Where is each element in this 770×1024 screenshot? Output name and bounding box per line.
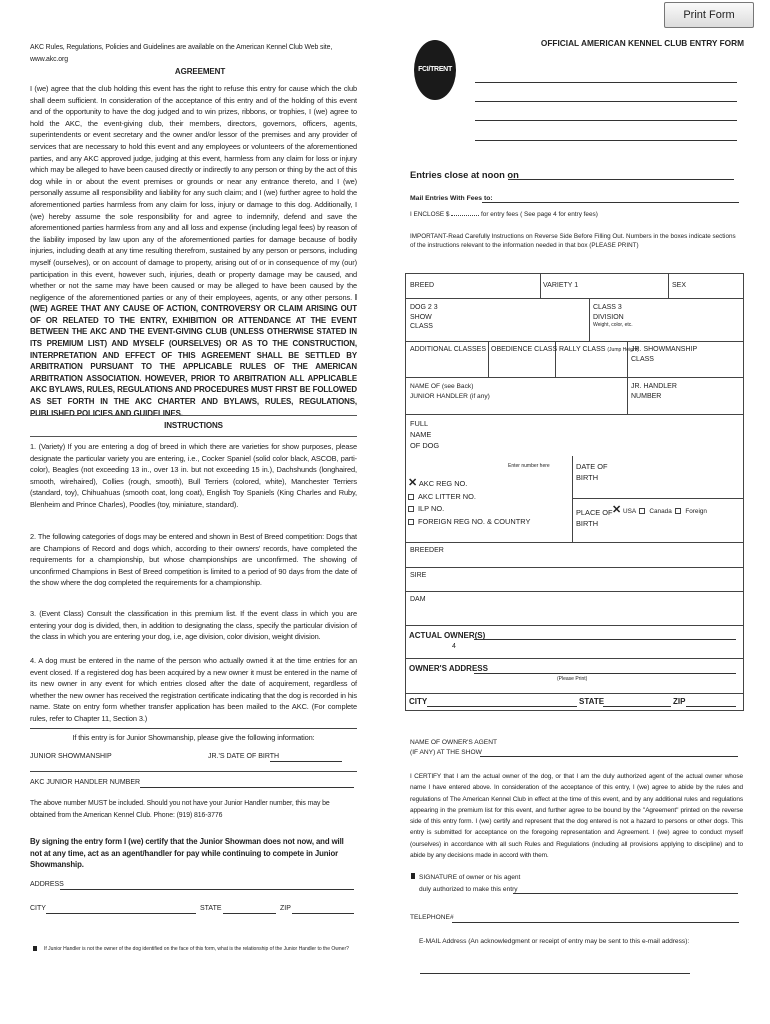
date-of-birth-label — [576, 461, 607, 483]
owner-state-label: STATE — [579, 697, 605, 706]
obedience-class-label: OBEDIENCE CLASS — [491, 346, 558, 353]
junior-showmanship-label: JUNIOR SHOWMANSHIP — [30, 753, 112, 760]
birthplace-options — [612, 506, 707, 517]
signature-label — [419, 872, 520, 896]
state-label: STATE — [200, 905, 222, 912]
akc-litter-option[interactable]: AKC LITTER NO. — [408, 491, 530, 504]
form-title: OFFICIAL AMERICAN KENNEL CLUB ENTRY FORM — [540, 38, 744, 48]
pob-line-2: BIRTH — [576, 519, 599, 528]
dob-line-1: DATE OF — [576, 462, 608, 471]
entries-close-field[interactable] — [508, 179, 734, 180]
event-line-4[interactable] — [475, 140, 737, 141]
email-label: E-MAIL Address (An acknowledgment or receipt of entry may be sent to this e-mail address): — [419, 938, 690, 945]
owner-state-field[interactable] — [603, 706, 671, 707]
agent-line-2: (IF ANY) AT THE SHOW — [410, 748, 482, 756]
pob-line-1: PLACE OF — [576, 508, 613, 517]
agreement-body: I (we) agree that the club holding this event has the right to refuse this entry for cause which the club shall deem sufficient. In consideration of the acceptance of this entry and of the holding of this event and of the opportunity to have the dog judged and to win prizes, ribbons, or trophies, I (we) agree to hold the AKC, the event-giving club, their members, directors, governors, officers, agents, superintendents or event secretary and the owner and/or lessor of the premises and any provider of services that are necessary to hold this event and any employees or volunteers of the aforementioned parties, and any AKC approved judge, judging at this event, harmless from any claim for loss or injury which may be alleged to have been caused directly or indirectly to any person or thing by the act of this dog while in or about the event premises or grounds or near any entrance thereto, and I (we) personally assume all responsibility and liability for any such claim; and I (we) further agree to hold the aforementioned parties harmless from any claim for loss, injury or damage to this dog. Additionally, I (we) hereby assume the sole responsibility for and agree to indemnify, defend and save the aforementioned parties harmless from any and all loss and expense (including legal fees) by reason of the liability imposed by law upon any of the aforementioned parties for damage because of bodily injuries, including death at any time resulting therefrom, sustained by any person or persons, including myself (ourselves), or on account of damage to property, arising out of or in consequence of my (our) participation in this event, however such, injuries, death or property damage may be caused, and whether or not the same may have been caused or may be alleged to have been caused by the negligence of the aforementioned parties or any of their employees, agents, or any other persons. — [30, 84, 357, 302]
event-line-1[interactable] — [475, 82, 737, 83]
checkbox-icon — [408, 494, 414, 500]
handler-number-field[interactable] — [140, 787, 354, 788]
telephone-field[interactable] — [452, 922, 739, 923]
class-division-line-1: CLASS 3 — [593, 304, 622, 311]
usa-option[interactable]: USA — [623, 508, 636, 515]
owner-city-label: CITY — [409, 697, 428, 706]
jr-dob-label: JR.'S DATE OF BIRTH — [208, 753, 280, 760]
foreign-reg-option[interactable]: FOREIGN REG NO. & COUNTRY — [408, 516, 530, 529]
owners-section-number: 4 — [452, 643, 456, 650]
instructions-bar — [30, 415, 357, 437]
actual-owners-label: ACTUAL OWNER(S) — [409, 631, 486, 640]
email-field[interactable] — [420, 973, 690, 974]
please-print-note: (Please Print) — [557, 676, 588, 682]
agreement-text — [30, 83, 357, 419]
club-logo: FCI/TRENT — [414, 40, 456, 100]
additional-classes-label: ADDITIONAL CLASSES — [410, 346, 486, 353]
instruction-2: 2. The following categories of dogs may be entered and shown in Best of Breed competition: Dogs that are Champions of Record and dogs which, according to their owners' records, have completed the requirements for a championship, but whose championships are unconfirmed. The showing of unconfirmed Champions in Best of Breed competition is limited to a period of 90 days from the date of the show where the dog completed the requirements for a championship. — [30, 532, 357, 588]
x-check-icon: ✕ — [408, 477, 418, 489]
full-name-line-2: NAME — [410, 430, 432, 439]
zip-label: ZIP — [280, 905, 291, 912]
signature-field[interactable] — [513, 893, 738, 894]
checkbox-icon — [408, 506, 414, 512]
dog-show-class-label — [410, 303, 438, 332]
rally-class-label — [559, 345, 639, 355]
owners-address-label: OWNER'S ADDRESS — [409, 664, 488, 673]
owners-agent-label — [410, 738, 497, 757]
junior-handler-line-1: NAME OF (see Back) — [410, 383, 474, 390]
signature-line-2: duly authorized to make this entry — [419, 886, 518, 893]
breeder-label: BREEDER — [410, 547, 444, 554]
dam-label: DAM — [410, 596, 426, 603]
sex-label: SEX — [672, 282, 687, 289]
instructions-heading: INSTRUCTIONS — [164, 421, 223, 430]
place-of-birth-label — [576, 507, 613, 529]
variety-label: VARIETY 1 — [543, 282, 579, 289]
full-name-line-1: FULL — [410, 419, 429, 428]
akc-reg-option[interactable]: ✕ AKC REG NO. — [408, 477, 468, 489]
owners-agent-field[interactable] — [480, 756, 738, 757]
owner-zip-field[interactable] — [686, 706, 736, 707]
junior-intro: If this entry is for Junior Showmanship, please give the following information: — [72, 733, 315, 742]
mail-entries-label: Mail Entries With Fees to: — [410, 195, 493, 202]
agent-line-1: NAME OF OWNER'S AGENT — [410, 739, 497, 746]
canada-option[interactable]: Canada — [649, 508, 672, 515]
full-name-line-3: OF DOG — [410, 441, 440, 450]
enclose-amount-field[interactable] — [451, 215, 479, 216]
bullet-icon — [411, 873, 415, 879]
actual-owners-field[interactable] — [474, 639, 736, 640]
dob-line-2: BIRTH — [576, 473, 599, 482]
city-field[interactable] — [46, 913, 196, 914]
checkbox-icon — [408, 519, 414, 525]
jr-showmanship-line-1: JR. SHOWMANSHIP — [631, 346, 698, 353]
class-division-line-3: Weight, color, etc. — [593, 322, 633, 328]
telephone-label: TELEPHONE# — [410, 914, 454, 921]
jr-handler-number-label — [631, 382, 677, 401]
jump-height-text: (Jump Height) — [607, 347, 639, 353]
enclose-prefix: I ENCLOSE $ — [410, 211, 450, 218]
bullet-icon — [33, 946, 37, 951]
event-line-2[interactable] — [475, 101, 737, 102]
handler-number-label: AKC JUNIOR HANDLER NUMBER — [30, 779, 141, 786]
signature-line-1: SIGNATURE of owner or his agent — [419, 874, 521, 881]
jr-handler-number-line-2: NUMBER — [631, 392, 662, 400]
address-field[interactable] — [60, 889, 354, 890]
instruction-3: 3. (Event Class) Consult the classification in this premium list. If the event class in which you are entering your dog is divided, then, in addition to designating the class, specify the particular division of the class in which you are entering your dog, i.e, age division, color division, weight division. — [30, 609, 357, 642]
junior-certification: By signing the entry form I (we) certify that the Junior Showman does not now, and will not at any time, act as an agent/handler for pay while continuing to compete in Junior Showmanship. — [30, 837, 344, 870]
junior-divider — [30, 728, 357, 729]
jr-handler-number-line-1: JR. HANDLER — [631, 383, 677, 390]
class-division-line-2: DIVISION — [593, 313, 624, 321]
enclose-suffix: for entry fees ( See page 4 for entry fees) — [481, 211, 598, 218]
owner-certification: I CERTIFY that I am the actual owner of the dog, or that I am the duly authorized agent of the actual owner whose name I have entered above. In consideration of the acceptance of this entry, I (we) agree to abide by the rules and regulations of The American Kennel Club in effect at the time of this event, and by any additional rules and regulations appearing in the premium list for this event, and further agree to be bound by the "Agreement" printed on the reverse side of this entry form. I (we) certify and represent that the dog entered is not a hazard to persons or other dogs. This entry is submitted for acceptance on the foregoing representation and Agreement. I (we) agree to conduct myself (ourselves) in accordance with all such Rules and Regulations (including all provisions applying to discipline) and to abide by any decisions made in accord with them. — [410, 773, 743, 860]
address-label: ADDRESS — [30, 881, 64, 888]
enclose-label — [410, 210, 598, 220]
important-note: IMPORTANT-Read Carefully Instructions on Reverse Side Before Filling Out. Numbers in the boxes indicate sections of the instructions relevant to the information needed in that box (PLEASE PRINT) — [410, 233, 736, 249]
mail-entries-field[interactable] — [482, 202, 739, 203]
sire-label: SIRE — [410, 572, 427, 579]
dog-class-line-3: CLASS — [410, 323, 433, 330]
registration-options — [408, 477, 530, 528]
dog-class-line-2: SHOW — [410, 313, 432, 321]
rally-class-text: RALLY CLASS — [559, 346, 606, 353]
owner-city-field[interactable] — [427, 706, 577, 707]
junior-footnote: If Junior Handler is not the owner of the dog identified on the face of this form, what is the relationship of the Junior Handler to the Owner? — [44, 946, 349, 952]
zip-field[interactable] — [292, 913, 354, 914]
city-label: CITY — [30, 905, 46, 912]
jr-showmanship-line-2: CLASS — [631, 355, 654, 363]
instruction-4: 4. A dog must be entered in the name of the person who actually owned it at the time entries for an event closed. If a registered dog has been acquired by a new owner it must be entered in the name of its new owner in any event for which entries closed after the date of acquirement, regardless of whether the new owner has received the registration certificate indicating that the dog is recorded in his name. State on entry form whether transfer application has been mailed to the AKC. (For complete rules, refer to Chapter 11, Section 3.) — [30, 656, 357, 723]
agreement-heading: AGREEMENT — [174, 67, 226, 76]
enter-number-note: Enter number here — [508, 463, 550, 469]
foreign-option[interactable]: Foreign — [685, 508, 707, 515]
ilp-option[interactable]: ILP NO. — [408, 503, 530, 516]
x-check-icon[interactable]: ✕ — [612, 504, 622, 516]
state-field[interactable] — [223, 913, 276, 914]
agreement-arbitration: I (WE) AGREE THAT ANY CAUSE OF ACTION, CONTROVERSY OR CLAIM ARISING OUT OF OR RELATED TO THE ENTRY, EXHIBITION OR ATTENDANCE AT THE EVENT BETWEEN THE AKC AND THE EVENT-GIVING CLUB (UNLESS OTHERWISE STATED IN ITS PREMIUM LIST) AND MYSELF (OURSELVES) OR AS TO THE CONSTRUCTION, INTERPRETATION AND EFFECT OF THIS AGREEMENT SHALL BE SETTLED BY ARBITRATION PURSUANT TO THE APPLICABLE RULES OF THE AMERICAN ARBITRATION ASSOCIATION. HOWEVER, PRIOR TO ARBITRATION ALL APPLICABLE AKC BYLAWS, RULES, REGULATIONS AND PROCEDURES MUST FIRST BE FOLLOWED AS SET FORTH IN THE AKC CHARTER AND BYLAWS, RULES, REGULATIONS, PUBLISHED POLICIES AND GUIDELINES. — [30, 292, 357, 418]
event-line-3[interactable] — [475, 120, 737, 121]
rules-note: AKC Rules, Regulations, Policies and Guidelines are available on the American Kennel Club Web site, www.akc.org — [30, 44, 333, 63]
owners-address-field[interactable] — [474, 673, 736, 674]
jr-showmanship-class-label — [631, 345, 697, 364]
junior-handler-name-label — [410, 382, 490, 401]
instruction-1: 1. (Variety) If you are entering a dog of breed in which there are varieties for show purposes, please designate the particular variety you are entering, i.e., Cocker Spaniel (solid color black, ASCOB, parti-color), Beagles (not exceeding 13 in., over 13 in. but not exceeding 15 in.), Dachshunds (longhaired, smooth, wirehaired), Collies (rough, smooth), Bull Terriers (colored, white), Manchester Terriers (standard, toy), Chihuahuas (smooth coat, long coat), English Toy Spaniels (King Charles and Ruby, Blenheim and Prince Charles), Poodles (toy, miniature, standard). — [30, 442, 357, 509]
breed-label: BREED — [410, 282, 435, 289]
full-name-label — [410, 418, 439, 451]
class-division-label — [593, 303, 633, 328]
checkbox-icon[interactable] — [675, 508, 681, 514]
entries-close-label: Entries close at noon on — [410, 169, 519, 180]
junior-handler-line-2: JUNIOR HANDLER (if any) — [410, 392, 490, 400]
handler-note: The above number MUST be included. Should you not have your Junior Handler number, this may be obtained from the American Kennel Club. Phone: (919) 816-3776 — [30, 800, 330, 819]
dog-class-line-1: DOG 2 3 — [410, 304, 438, 311]
jr-dob-field[interactable] — [270, 761, 342, 762]
print-form-button[interactable]: Print Form — [664, 2, 754, 28]
checkbox-icon[interactable] — [639, 508, 645, 514]
handler-divider — [30, 771, 357, 772]
owner-zip-label: ZIP — [673, 697, 686, 706]
